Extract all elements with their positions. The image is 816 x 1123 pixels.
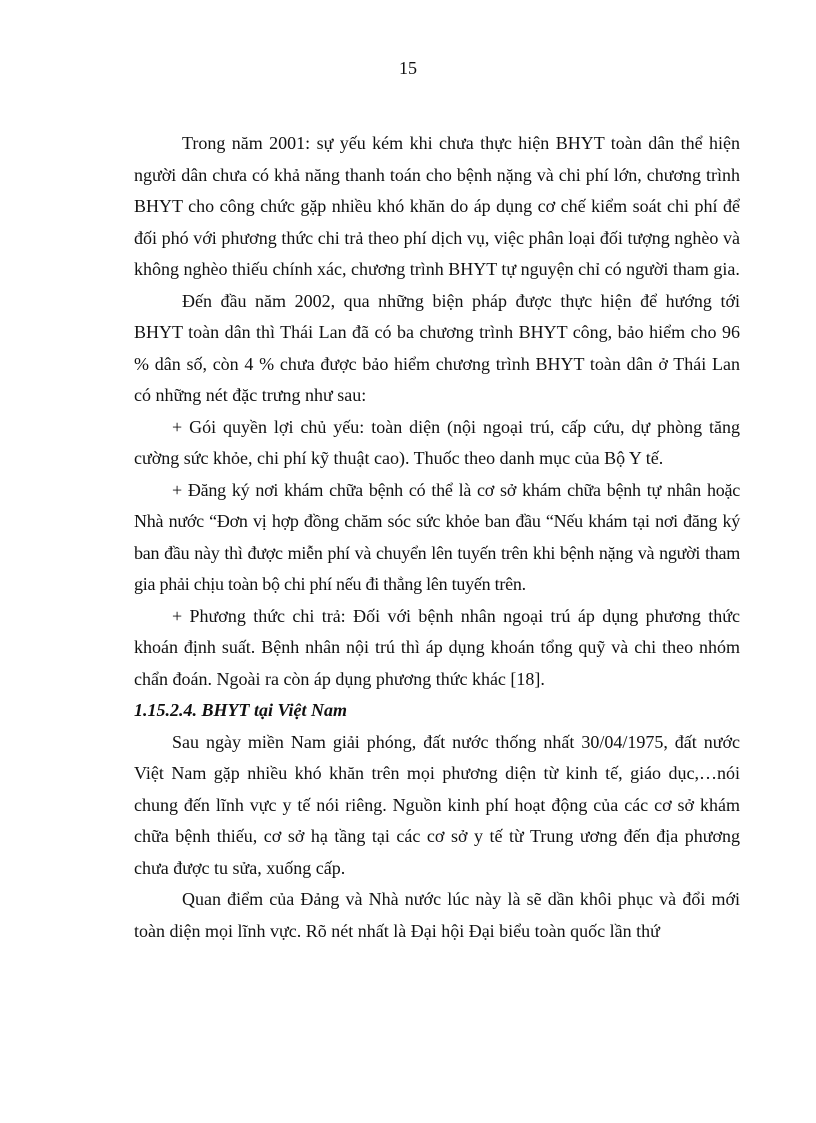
paragraph-thailand-2001: Trong năm 2001: sự yếu kém khi chưa thực hiện BHYT toàn dân thể hiện người dân chưa có khả năng thanh toán cho bệnh nặng và chi phí lớn, chương trình BHYT cho công chức gặp nhiều khó khăn do áp dụng cơ chế kiểm soát chi phí để đối phó với phương thức chi trả theo phí dịch vụ, việc phân loại đối tượng nghèo và không nghèo thiếu chính xác, chương trình BHYT tự nguyện chỉ có người tham gia. <box>134 133 740 279</box>
bullet-registration: + Đăng ký nơi khám chữa bệnh có thể là cơ sở khám chữa bệnh tự nhân hoặc Nhà nước “Đơn vị hợp đồng chăm sóc sức khỏe ban đầu “Nếu khám tại nơi đăng ký ban đầu này thì được miễn phí và chuyển lên tuyến trên khi bệnh nặng và người tham gia phải chịu toàn bộ chi phí nếu đi thẳng lên tuyến trên. <box>134 479 740 594</box>
bullet-benefit-package: + Gói quyền lợi chủ yếu: toàn diện (nội ngoại trú, cấp cứu, dự phòng tăng cường sức khỏe, chi phí kỹ thuật cao). Thuốc theo danh mục của Bộ Y tế. <box>134 416 740 468</box>
bullet-payment-method: + Phương thức chi trả: Đối với bệnh nhân ngoại trú áp dụng phương thức khoán định suất. Bệnh nhân nội trú thì áp dụng khoán tổng quỹ và chi theo nhóm chẩn đoán. Ngoài ra còn áp dụng phương thức khác [18]. <box>134 605 740 689</box>
document-body <box>134 128 740 947</box>
section-heading: 1.15.2.4. BHYT tại Việt Nam <box>134 700 348 720</box>
paragraph-vietnam-after-1975: Sau ngày miền Nam giải phóng, đất nước thống nhất 30/04/1975, đất nước Việt Nam gặp nhiều khó khăn trên mọi phương diện từ kinh tế, giáo dục,…nói chung đến lĩnh vực y tế nói riêng. Nguồn kinh phí hoạt động của các cơ sở khám chữa bệnh thiếu, cơ sở hạ tầng tại các cơ sở y tế từ Trung ương đến địa phương chưa được tu sửa, xuống cấp. <box>134 731 740 878</box>
page-number: 15 <box>399 58 417 78</box>
paragraph-party-viewpoint: Quan điểm của Đảng và Nhà nước lúc này là sẽ dần khôi phục và đổi mới toàn diện mọi lĩnh vực. Rõ nét nhất là Đại hội Đại biểu toàn quốc lần thứ <box>134 889 740 941</box>
paragraph-thailand-2002: Đến đầu năm 2002, qua những biện pháp được thực hiện để hướng tới BHYT toàn dân thì Thái Lan đã có ba chương trình BHYT công, bảo hiểm cho 96 % dân số, còn 4 % chưa được bảo hiểm chương trình BHYT toàn dân ở Thái Lan có những nét đặc trưng như sau: <box>134 290 740 405</box>
